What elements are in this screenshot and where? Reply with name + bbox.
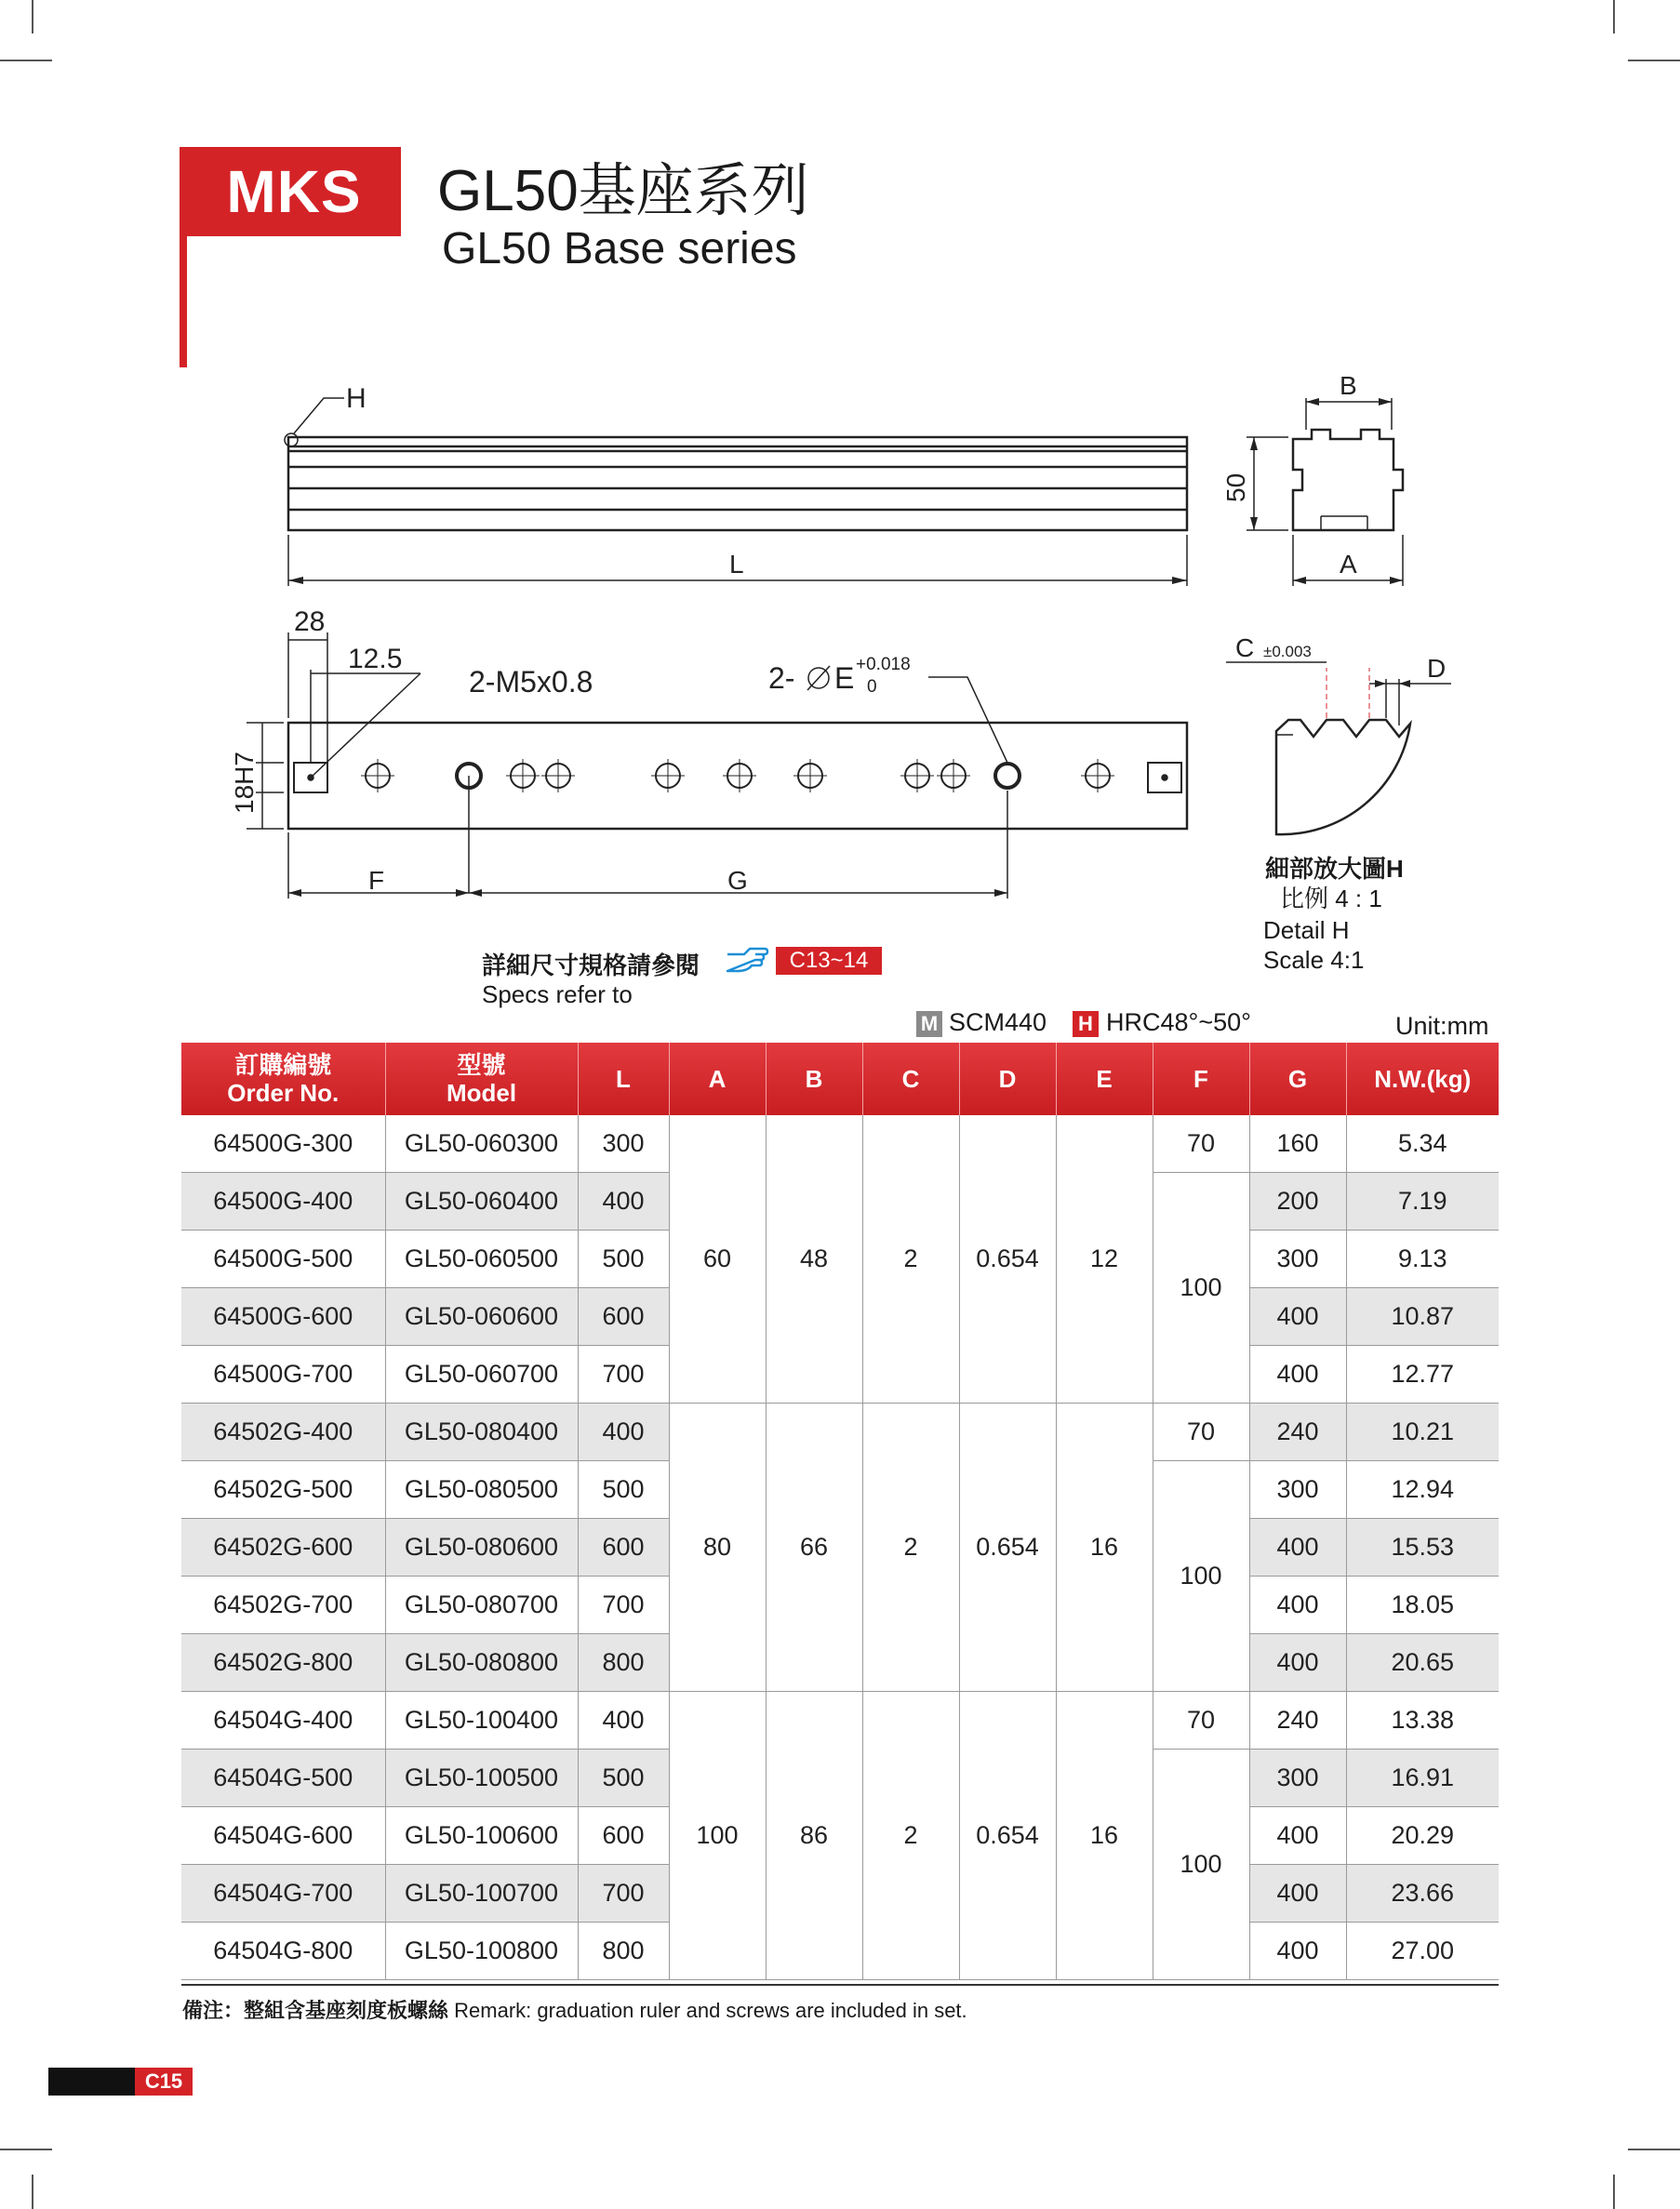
hole-callout-prefix: 2- (768, 661, 795, 695)
cell-a: 60 (669, 1115, 766, 1404)
cell-f: 70 (1153, 1115, 1249, 1173)
cell-order-no: 64502G-400 (181, 1404, 385, 1461)
col-header-g: G (1249, 1043, 1346, 1115)
cell-l: 400 (578, 1404, 669, 1461)
cell-l: 600 (578, 1519, 669, 1577)
cell-f: 70 (1153, 1404, 1249, 1461)
remark-label: 備注： (182, 1999, 245, 2022)
col-header-nw: N.W.(kg) (1346, 1043, 1499, 1115)
cell-order-no: 64504G-500 (181, 1750, 385, 1807)
cell-g: 240 (1249, 1404, 1346, 1461)
cell-b: 48 (766, 1115, 862, 1404)
col-header-order-cn: 訂購編號 (234, 1051, 332, 1079)
page-number: C15 (135, 2068, 193, 2096)
dim-label-b: B (1340, 371, 1357, 400)
remark-en: Remark: graduation ruler and screws are included in set. (454, 1999, 967, 2022)
cell-model: GL50-060600 (385, 1288, 578, 1346)
hole-tolerance-lower: 0 (867, 677, 877, 697)
cell-nw: 18.05 (1346, 1577, 1499, 1634)
dim-label-d: D (1427, 654, 1447, 683)
crop-mark (1613, 2175, 1615, 2209)
spec-refer-en: Specs refer to (482, 980, 633, 1008)
detail-scale-cn: 比例 4 : 1 (1280, 885, 1382, 912)
cell-nw: 15.53 (1346, 1519, 1499, 1577)
cell-order-no: 64500G-700 (181, 1346, 385, 1404)
hole-tolerance-upper: +0.018 (856, 655, 911, 674)
cell-a: 100 (669, 1692, 766, 1980)
remark (182, 1995, 967, 2024)
spec-table (181, 1043, 1499, 1980)
cell-l: 600 (578, 1807, 669, 1865)
cell-nw: 12.77 (1346, 1346, 1499, 1404)
cell-model: GL50-080800 (385, 1634, 578, 1692)
col-header-model-cn: 型號 (457, 1051, 506, 1079)
cell-l: 700 (578, 1577, 669, 1634)
cell-nw: 27.00 (1346, 1923, 1499, 1980)
technical-drawing (0, 0, 1680, 1023)
crop-mark (1628, 2149, 1680, 2150)
cell-order-no: 64500G-300 (181, 1115, 385, 1173)
cell-nw: 10.87 (1346, 1288, 1499, 1346)
cell-c: 2 (862, 1692, 959, 1980)
hardness-badge: H (1073, 1011, 1099, 1037)
cell-l: 400 (578, 1173, 669, 1231)
cell-g: 300 (1249, 1750, 1346, 1807)
cell-nw: 23.66 (1346, 1865, 1499, 1923)
col-header-a: A (669, 1043, 766, 1115)
spec-refer-cn: 詳細尺寸規格請參閱 (482, 951, 700, 979)
cell-c: 2 (862, 1115, 959, 1404)
table-bottom-rule (181, 1984, 1499, 1986)
unit-label: Unit:mm (1395, 1012, 1489, 1040)
cell-b: 86 (766, 1692, 862, 1980)
cell-order-no: 64502G-600 (181, 1519, 385, 1577)
crop-mark (32, 2175, 33, 2209)
cell-l: 500 (578, 1461, 669, 1519)
cell-nw: 10.21 (1346, 1404, 1499, 1461)
cell-g: 400 (1249, 1288, 1346, 1346)
cell-e: 16 (1056, 1692, 1153, 1980)
cell-model: GL50-100500 (385, 1750, 578, 1807)
dim-label-12-5: 12.5 (348, 644, 403, 674)
cell-model: GL50-060700 (385, 1346, 578, 1404)
cell-l: 700 (578, 1865, 669, 1923)
table-body (181, 1115, 1499, 1980)
col-header-model-en: Model (446, 1079, 517, 1107)
dim-label-h: H (346, 383, 367, 414)
cell-g: 400 (1249, 1519, 1346, 1577)
page-number-bar (48, 2068, 135, 2096)
cell-order-no: 64504G-800 (181, 1923, 385, 1980)
detail-scale-en: Scale 4:1 (1263, 946, 1365, 974)
dim-label-f: F (368, 866, 385, 895)
cell-g: 240 (1249, 1692, 1346, 1750)
dim-label-c-tolerance: ±0.003 (1263, 643, 1312, 660)
thread-callout: 2-M5x0.8 (469, 665, 593, 699)
spec-refer-pages: C13~14 (776, 947, 882, 975)
cell-model: GL50-060300 (385, 1115, 578, 1173)
col-header-order (181, 1043, 385, 1115)
cell-b: 66 (766, 1404, 862, 1692)
cell-g: 300 (1249, 1461, 1346, 1519)
detail-title-cn: 細部放大圖H (1265, 855, 1404, 883)
cell-g: 400 (1249, 1346, 1346, 1404)
col-header-b: B (766, 1043, 862, 1115)
cell-l: 600 (578, 1288, 669, 1346)
table-row (181, 1115, 1499, 1173)
col-header-l: L (578, 1043, 669, 1115)
hardness-text: HRC48°~50° (1106, 1008, 1251, 1036)
detail-title-en: Detail H (1263, 916, 1350, 944)
dim-label-c: C (1235, 633, 1255, 662)
remark-cn: 整組含基座刻度板螺絲 (244, 1999, 449, 2022)
table-row (181, 1404, 1499, 1461)
cell-d: 0.654 (959, 1404, 1056, 1692)
col-header-order-en: Order No. (227, 1079, 340, 1107)
table-row (181, 1692, 1499, 1750)
cell-model: GL50-060400 (385, 1173, 578, 1231)
cell-l: 500 (578, 1750, 669, 1807)
cell-l: 300 (578, 1115, 669, 1173)
cell-model: GL50-080400 (385, 1404, 578, 1461)
cell-f: 100 (1153, 1173, 1249, 1404)
cell-nw: 9.13 (1346, 1231, 1499, 1288)
cell-f: 100 (1153, 1461, 1249, 1692)
cell-model: GL50-100400 (385, 1692, 578, 1750)
cell-nw: 5.34 (1346, 1115, 1499, 1173)
cell-nw: 12.94 (1346, 1461, 1499, 1519)
cell-order-no: 64502G-700 (181, 1577, 385, 1634)
hole-callout-e: E (834, 661, 855, 695)
dim-label-g: G (727, 866, 748, 895)
cell-model: GL50-080500 (385, 1461, 578, 1519)
detail-h-profile (1276, 720, 1410, 834)
cell-g: 400 (1249, 1577, 1346, 1634)
material-text: SCM440 (949, 1008, 1047, 1036)
page-title-en: GL50 Base series (442, 224, 797, 273)
cell-l: 400 (578, 1692, 669, 1750)
cell-d: 0.654 (959, 1115, 1056, 1404)
material-badge: M (916, 1011, 942, 1037)
cell-g: 200 (1249, 1173, 1346, 1231)
cell-order-no: 64500G-400 (181, 1173, 385, 1231)
dim-label-a: A (1340, 550, 1357, 579)
cell-l: 800 (578, 1634, 669, 1692)
cell-d: 0.654 (959, 1692, 1056, 1980)
cell-model: GL50-100800 (385, 1923, 578, 1980)
col-header-d: D (959, 1043, 1056, 1115)
cell-nw: 16.91 (1346, 1750, 1499, 1807)
cell-nw: 20.29 (1346, 1807, 1499, 1865)
page-title-cn: GL50基座系列 (437, 159, 809, 223)
cell-e: 12 (1056, 1115, 1153, 1404)
col-header-model (385, 1043, 578, 1115)
cell-nw: 7.19 (1346, 1173, 1499, 1231)
cell-a: 80 (669, 1404, 766, 1692)
pointing-hand-icon (724, 945, 770, 975)
dim-label-18h7: 18H7 (230, 752, 259, 814)
dim-label-50: 50 (1221, 472, 1250, 502)
cell-l: 700 (578, 1346, 669, 1404)
cell-order-no: 64504G-700 (181, 1865, 385, 1923)
cell-model: GL50-100600 (385, 1807, 578, 1865)
col-header-c: C (862, 1043, 959, 1115)
cell-c: 2 (862, 1404, 959, 1692)
cell-g: 400 (1249, 1865, 1346, 1923)
cell-order-no: 64502G-500 (181, 1461, 385, 1519)
cell-order-no: 64500G-500 (181, 1231, 385, 1288)
table-header-row (181, 1043, 1499, 1115)
brand-logo: MKS (187, 147, 401, 236)
cell-g: 160 (1249, 1115, 1346, 1173)
cell-nw: 13.38 (1346, 1692, 1499, 1750)
dim-label-l: L (729, 550, 744, 579)
cell-l: 500 (578, 1231, 669, 1288)
cell-model: GL50-100700 (385, 1865, 578, 1923)
rail-end-profile (1293, 430, 1403, 530)
cell-model: GL50-080600 (385, 1519, 578, 1577)
cell-order-no: 64504G-400 (181, 1692, 385, 1750)
col-header-f: F (1153, 1043, 1249, 1115)
cell-nw: 20.65 (1346, 1634, 1499, 1692)
cell-model: GL50-060500 (385, 1231, 578, 1288)
cell-f: 100 (1153, 1750, 1249, 1980)
dim-label-28: 28 (294, 606, 326, 637)
cell-g: 400 (1249, 1923, 1346, 1980)
cell-model: GL50-080700 (385, 1577, 578, 1634)
crop-mark (0, 2149, 52, 2150)
cell-order-no: 64504G-600 (181, 1807, 385, 1865)
cell-e: 16 (1056, 1404, 1153, 1692)
cell-f: 70 (1153, 1692, 1249, 1750)
cell-g: 400 (1249, 1807, 1346, 1865)
cell-g: 300 (1249, 1231, 1346, 1288)
col-header-e: E (1056, 1043, 1153, 1115)
cell-order-no: 64502G-800 (181, 1634, 385, 1692)
cell-order-no: 64500G-600 (181, 1288, 385, 1346)
cell-g: 400 (1249, 1634, 1346, 1692)
cell-l: 800 (578, 1923, 669, 1980)
